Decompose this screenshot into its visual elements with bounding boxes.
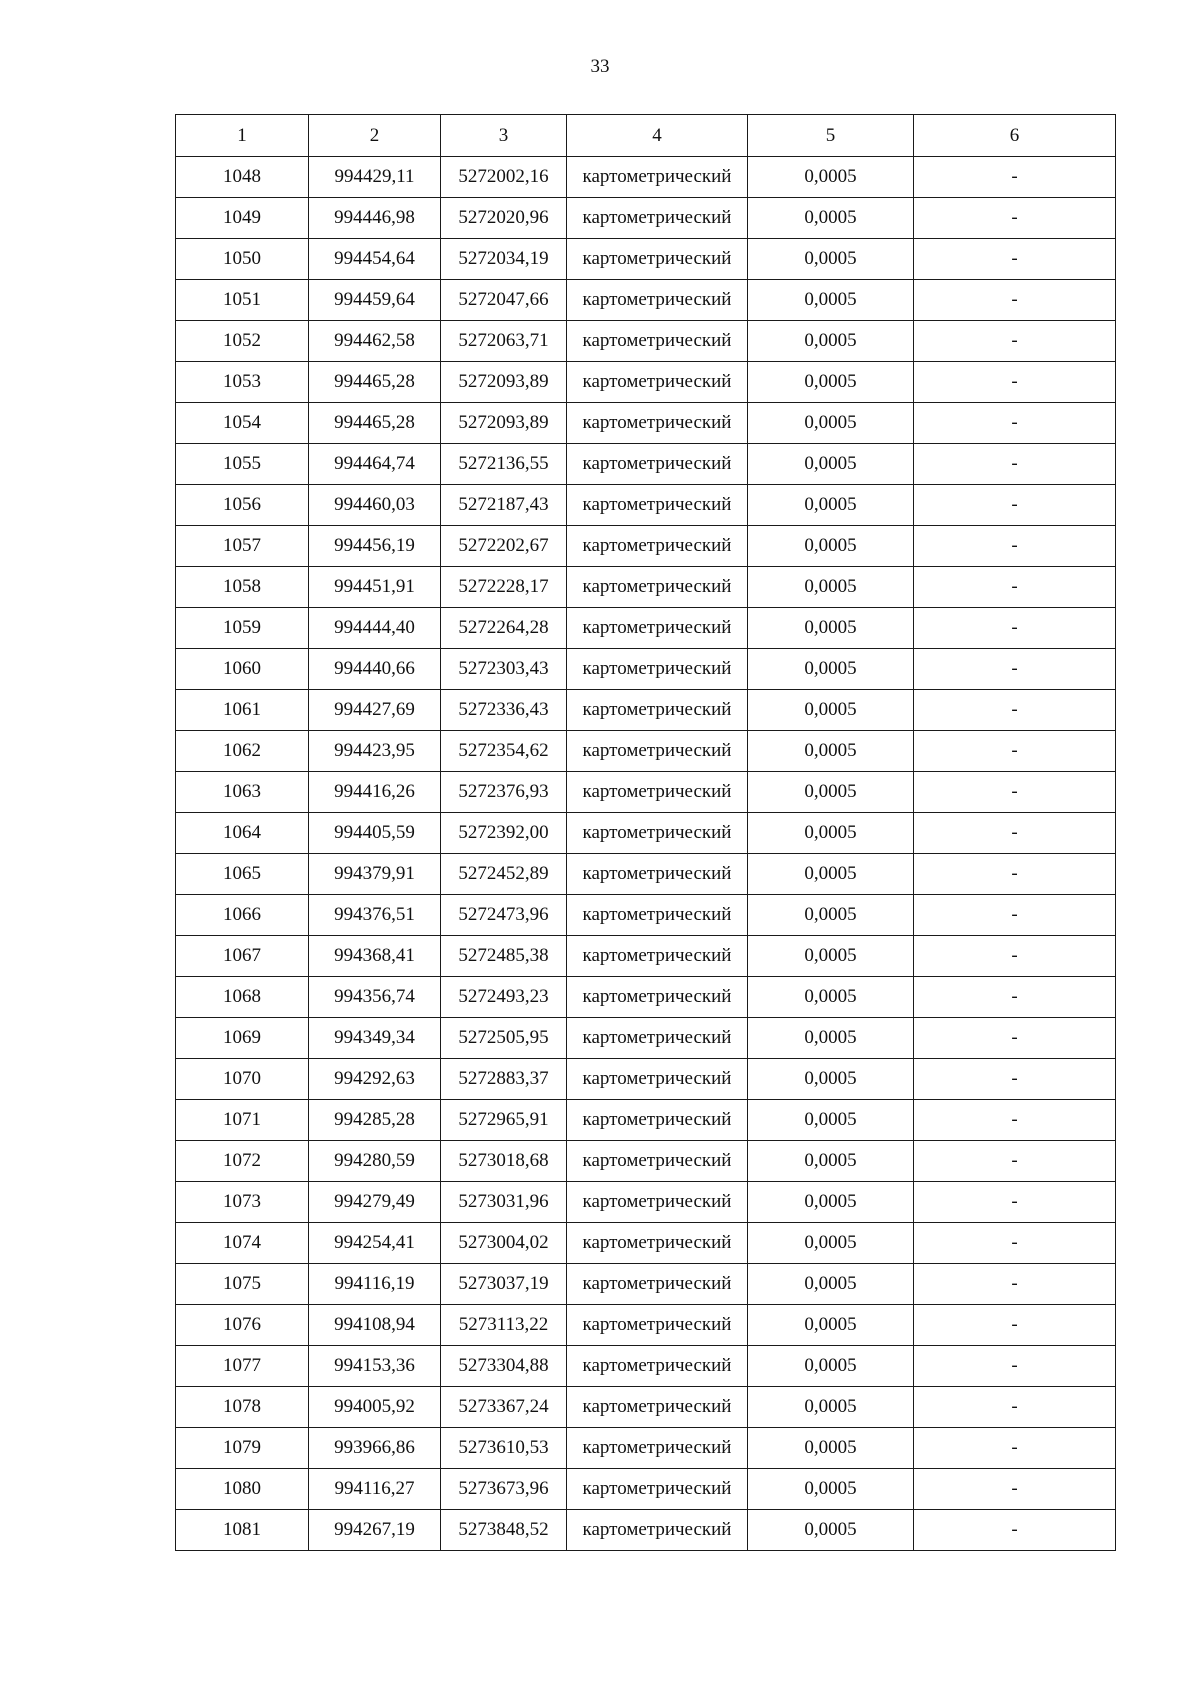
method-cell: картометрический [567,157,748,198]
y-coordinate-cell: 5272965,91 [441,1100,567,1141]
method-cell: картометрический [567,239,748,280]
method-cell: картометрический [567,1510,748,1551]
accuracy-cell: 0,0005 [748,1100,914,1141]
note-cell: - [914,1018,1116,1059]
method-cell: картометрический [567,936,748,977]
method-cell: картометрический [567,690,748,731]
accuracy-cell: 0,0005 [748,1018,914,1059]
table-row [176,1510,1116,1551]
accuracy-cell: 0,0005 [748,731,914,772]
table-row [176,1264,1116,1305]
y-coordinate-cell: 5272187,43 [441,485,567,526]
point-number-cell: 1050 [176,239,309,280]
point-number-cell: 1074 [176,1223,309,1264]
point-number-cell: 1054 [176,403,309,444]
accuracy-cell: 0,0005 [748,403,914,444]
accuracy-cell: 0,0005 [748,1305,914,1346]
x-coordinate-cell: 994376,51 [309,895,441,936]
y-coordinate-cell: 5272473,96 [441,895,567,936]
note-cell: - [914,1223,1116,1264]
y-coordinate-cell: 5272093,89 [441,362,567,403]
note-cell: - [914,1510,1116,1551]
table-row [176,608,1116,649]
x-coordinate-cell: 994153,36 [309,1346,441,1387]
table-row [176,977,1116,1018]
note-cell: - [914,239,1116,280]
accuracy-cell: 0,0005 [748,1387,914,1428]
table-row [176,854,1116,895]
method-cell: картометрический [567,1223,748,1264]
y-coordinate-cell: 5272452,89 [441,854,567,895]
accuracy-cell: 0,0005 [748,1469,914,1510]
accuracy-cell: 0,0005 [748,1059,914,1100]
y-coordinate-cell: 5272034,19 [441,239,567,280]
accuracy-cell: 0,0005 [748,239,914,280]
note-cell: - [914,1387,1116,1428]
point-number-cell: 1052 [176,321,309,362]
accuracy-cell: 0,0005 [748,1264,914,1305]
note-cell: - [914,1305,1116,1346]
table-row [176,690,1116,731]
table-row [176,1223,1116,1264]
accuracy-cell: 0,0005 [748,649,914,690]
method-cell: картометрический [567,1018,748,1059]
method-cell: картометрический [567,198,748,239]
accuracy-cell: 0,0005 [748,1141,914,1182]
x-coordinate-cell: 994005,92 [309,1387,441,1428]
x-coordinate-cell: 994405,59 [309,813,441,854]
point-number-cell: 1059 [176,608,309,649]
accuracy-cell: 0,0005 [748,854,914,895]
method-cell: картометрический [567,895,748,936]
table-row [176,936,1116,977]
point-number-cell: 1064 [176,813,309,854]
table-header [176,115,1116,157]
point-number-cell: 1061 [176,690,309,731]
table-row [176,403,1116,444]
x-coordinate-cell: 994292,63 [309,1059,441,1100]
table-row [176,1305,1116,1346]
column-header-6: 6 [914,115,1116,157]
y-coordinate-cell: 5273610,53 [441,1428,567,1469]
x-coordinate-cell: 994279,49 [309,1182,441,1223]
accuracy-cell: 0,0005 [748,690,914,731]
column-header-3: 3 [441,115,567,157]
table-row [176,1141,1116,1182]
x-coordinate-cell: 994462,58 [309,321,441,362]
y-coordinate-cell: 5272392,00 [441,813,567,854]
note-cell: - [914,280,1116,321]
point-number-cell: 1053 [176,362,309,403]
note-cell: - [914,1264,1116,1305]
x-coordinate-cell: 994456,19 [309,526,441,567]
method-cell: картометрический [567,526,748,567]
table-row [176,1100,1116,1141]
y-coordinate-cell: 5272228,17 [441,567,567,608]
point-number-cell: 1057 [176,526,309,567]
table-row [176,198,1116,239]
coordinates-table [175,114,1116,1551]
table-row [176,649,1116,690]
table-row [176,526,1116,567]
y-coordinate-cell: 5273367,24 [441,1387,567,1428]
y-coordinate-cell: 5272202,67 [441,526,567,567]
x-coordinate-cell: 994379,91 [309,854,441,895]
x-coordinate-cell: 994423,95 [309,731,441,772]
point-number-cell: 1055 [176,444,309,485]
y-coordinate-cell: 5272303,43 [441,649,567,690]
page-number: 33 [590,56,610,77]
table-row [176,280,1116,321]
y-coordinate-cell: 5273031,96 [441,1182,567,1223]
note-cell: - [914,772,1116,813]
table-row [176,239,1116,280]
x-coordinate-cell: 994451,91 [309,567,441,608]
y-coordinate-cell: 5272093,89 [441,403,567,444]
column-header-2: 2 [309,115,441,157]
method-cell: картометрический [567,1182,748,1223]
point-number-cell: 1065 [176,854,309,895]
point-number-cell: 1060 [176,649,309,690]
point-number-cell: 1066 [176,895,309,936]
y-coordinate-cell: 5272047,66 [441,280,567,321]
table-row [176,157,1116,198]
method-cell: картометрический [567,977,748,1018]
y-coordinate-cell: 5273673,96 [441,1469,567,1510]
table-body [176,157,1116,1551]
point-number-cell: 1072 [176,1141,309,1182]
accuracy-cell: 0,0005 [748,280,914,321]
accuracy-cell: 0,0005 [748,321,914,362]
accuracy-cell: 0,0005 [748,157,914,198]
y-coordinate-cell: 5272264,28 [441,608,567,649]
accuracy-cell: 0,0005 [748,526,914,567]
accuracy-cell: 0,0005 [748,485,914,526]
note-cell: - [914,198,1116,239]
y-coordinate-cell: 5272376,93 [441,772,567,813]
x-coordinate-cell: 994280,59 [309,1141,441,1182]
point-number-cell: 1077 [176,1346,309,1387]
table-row [176,362,1116,403]
method-cell: картометрический [567,403,748,444]
accuracy-cell: 0,0005 [748,198,914,239]
point-number-cell: 1056 [176,485,309,526]
y-coordinate-cell: 5272336,43 [441,690,567,731]
table-row [176,1428,1116,1469]
accuracy-cell: 0,0005 [748,362,914,403]
method-cell: картометрический [567,608,748,649]
x-coordinate-cell: 994465,28 [309,362,441,403]
point-number-cell: 1070 [176,1059,309,1100]
note-cell: - [914,157,1116,198]
note-cell: - [914,321,1116,362]
accuracy-cell: 0,0005 [748,772,914,813]
point-number-cell: 1063 [176,772,309,813]
x-coordinate-cell: 994116,27 [309,1469,441,1510]
x-coordinate-cell: 994454,64 [309,239,441,280]
note-cell: - [914,731,1116,772]
note-cell: - [914,1182,1116,1223]
method-cell: картометрический [567,1346,748,1387]
x-coordinate-cell: 994440,66 [309,649,441,690]
accuracy-cell: 0,0005 [748,895,914,936]
table-row [176,772,1116,813]
point-number-cell: 1062 [176,731,309,772]
note-cell: - [914,526,1116,567]
table-row [176,731,1116,772]
note-cell: - [914,1100,1116,1141]
x-coordinate-cell: 994446,98 [309,198,441,239]
note-cell: - [914,403,1116,444]
table-row [176,895,1116,936]
x-coordinate-cell: 994285,28 [309,1100,441,1141]
method-cell: картометрический [567,1100,748,1141]
y-coordinate-cell: 5272002,16 [441,157,567,198]
method-cell: картометрический [567,362,748,403]
method-cell: картометрический [567,1305,748,1346]
table-row [176,1469,1116,1510]
method-cell: картометрический [567,444,748,485]
point-number-cell: 1075 [176,1264,309,1305]
x-coordinate-cell: 994444,40 [309,608,441,649]
method-cell: картометрический [567,1141,748,1182]
method-cell: картометрический [567,280,748,321]
header-row [176,115,1116,157]
point-number-cell: 1080 [176,1469,309,1510]
y-coordinate-cell: 5272354,62 [441,731,567,772]
method-cell: картометрический [567,567,748,608]
y-coordinate-cell: 5273018,68 [441,1141,567,1182]
table-row [176,1059,1116,1100]
x-coordinate-cell: 994356,74 [309,977,441,1018]
point-number-cell: 1079 [176,1428,309,1469]
y-coordinate-cell: 5272063,71 [441,321,567,362]
point-number-cell: 1048 [176,157,309,198]
method-cell: картометрический [567,649,748,690]
accuracy-cell: 0,0005 [748,813,914,854]
x-coordinate-cell: 994427,69 [309,690,441,731]
method-cell: картометрический [567,1469,748,1510]
y-coordinate-cell: 5273037,19 [441,1264,567,1305]
accuracy-cell: 0,0005 [748,1223,914,1264]
x-coordinate-cell: 994464,74 [309,444,441,485]
y-coordinate-cell: 5272883,37 [441,1059,567,1100]
accuracy-cell: 0,0005 [748,567,914,608]
note-cell: - [914,1469,1116,1510]
method-cell: картометрический [567,854,748,895]
note-cell: - [914,567,1116,608]
y-coordinate-cell: 5273304,88 [441,1346,567,1387]
point-number-cell: 1076 [176,1305,309,1346]
note-cell: - [914,854,1116,895]
accuracy-cell: 0,0005 [748,1346,914,1387]
note-cell: - [914,813,1116,854]
note-cell: - [914,444,1116,485]
y-coordinate-cell: 5273113,22 [441,1305,567,1346]
x-coordinate-cell: 994460,03 [309,485,441,526]
accuracy-cell: 0,0005 [748,936,914,977]
table-row [176,1387,1116,1428]
x-coordinate-cell: 993966,86 [309,1428,441,1469]
method-cell: картометрический [567,731,748,772]
note-cell: - [914,485,1116,526]
y-coordinate-cell: 5272505,95 [441,1018,567,1059]
point-number-cell: 1067 [176,936,309,977]
x-coordinate-cell: 994349,34 [309,1018,441,1059]
y-coordinate-cell: 5272136,55 [441,444,567,485]
x-coordinate-cell: 994108,94 [309,1305,441,1346]
x-coordinate-cell: 994429,11 [309,157,441,198]
note-cell: - [914,362,1116,403]
column-header-5: 5 [748,115,914,157]
point-number-cell: 1051 [176,280,309,321]
accuracy-cell: 0,0005 [748,608,914,649]
table-row [176,813,1116,854]
point-number-cell: 1078 [176,1387,309,1428]
accuracy-cell: 0,0005 [748,1182,914,1223]
y-coordinate-cell: 5273004,02 [441,1223,567,1264]
note-cell: - [914,936,1116,977]
x-coordinate-cell: 994267,19 [309,1510,441,1551]
table-row [176,444,1116,485]
point-number-cell: 1073 [176,1182,309,1223]
y-coordinate-cell: 5272020,96 [441,198,567,239]
note-cell: - [914,690,1116,731]
point-number-cell: 1068 [176,977,309,1018]
method-cell: картометрический [567,772,748,813]
table-row [176,321,1116,362]
accuracy-cell: 0,0005 [748,1428,914,1469]
note-cell: - [914,649,1116,690]
note-cell: - [914,895,1116,936]
point-number-cell: 1049 [176,198,309,239]
note-cell: - [914,977,1116,1018]
y-coordinate-cell: 5273848,52 [441,1510,567,1551]
accuracy-cell: 0,0005 [748,444,914,485]
x-coordinate-cell: 994465,28 [309,403,441,444]
table-row [176,567,1116,608]
x-coordinate-cell: 994116,19 [309,1264,441,1305]
method-cell: картометрический [567,321,748,362]
x-coordinate-cell: 994254,41 [309,1223,441,1264]
method-cell: картометрический [567,1059,748,1100]
column-header-1: 1 [176,115,309,157]
method-cell: картометрический [567,813,748,854]
y-coordinate-cell: 5272485,38 [441,936,567,977]
x-coordinate-cell: 994368,41 [309,936,441,977]
note-cell: - [914,1346,1116,1387]
y-coordinate-cell: 5272493,23 [441,977,567,1018]
table-row [176,485,1116,526]
column-header-4: 4 [567,115,748,157]
note-cell: - [914,1059,1116,1100]
note-cell: - [914,1141,1116,1182]
x-coordinate-cell: 994416,26 [309,772,441,813]
table-row [176,1182,1116,1223]
method-cell: картометрический [567,1387,748,1428]
accuracy-cell: 0,0005 [748,977,914,1018]
note-cell: - [914,1428,1116,1469]
x-coordinate-cell: 994459,64 [309,280,441,321]
point-number-cell: 1069 [176,1018,309,1059]
point-number-cell: 1081 [176,1510,309,1551]
point-number-cell: 1058 [176,567,309,608]
method-cell: картометрический [567,1264,748,1305]
method-cell: картометрический [567,1428,748,1469]
point-number-cell: 1071 [176,1100,309,1141]
table-row [176,1346,1116,1387]
method-cell: картометрический [567,485,748,526]
accuracy-cell: 0,0005 [748,1510,914,1551]
note-cell: - [914,608,1116,649]
table-row [176,1018,1116,1059]
